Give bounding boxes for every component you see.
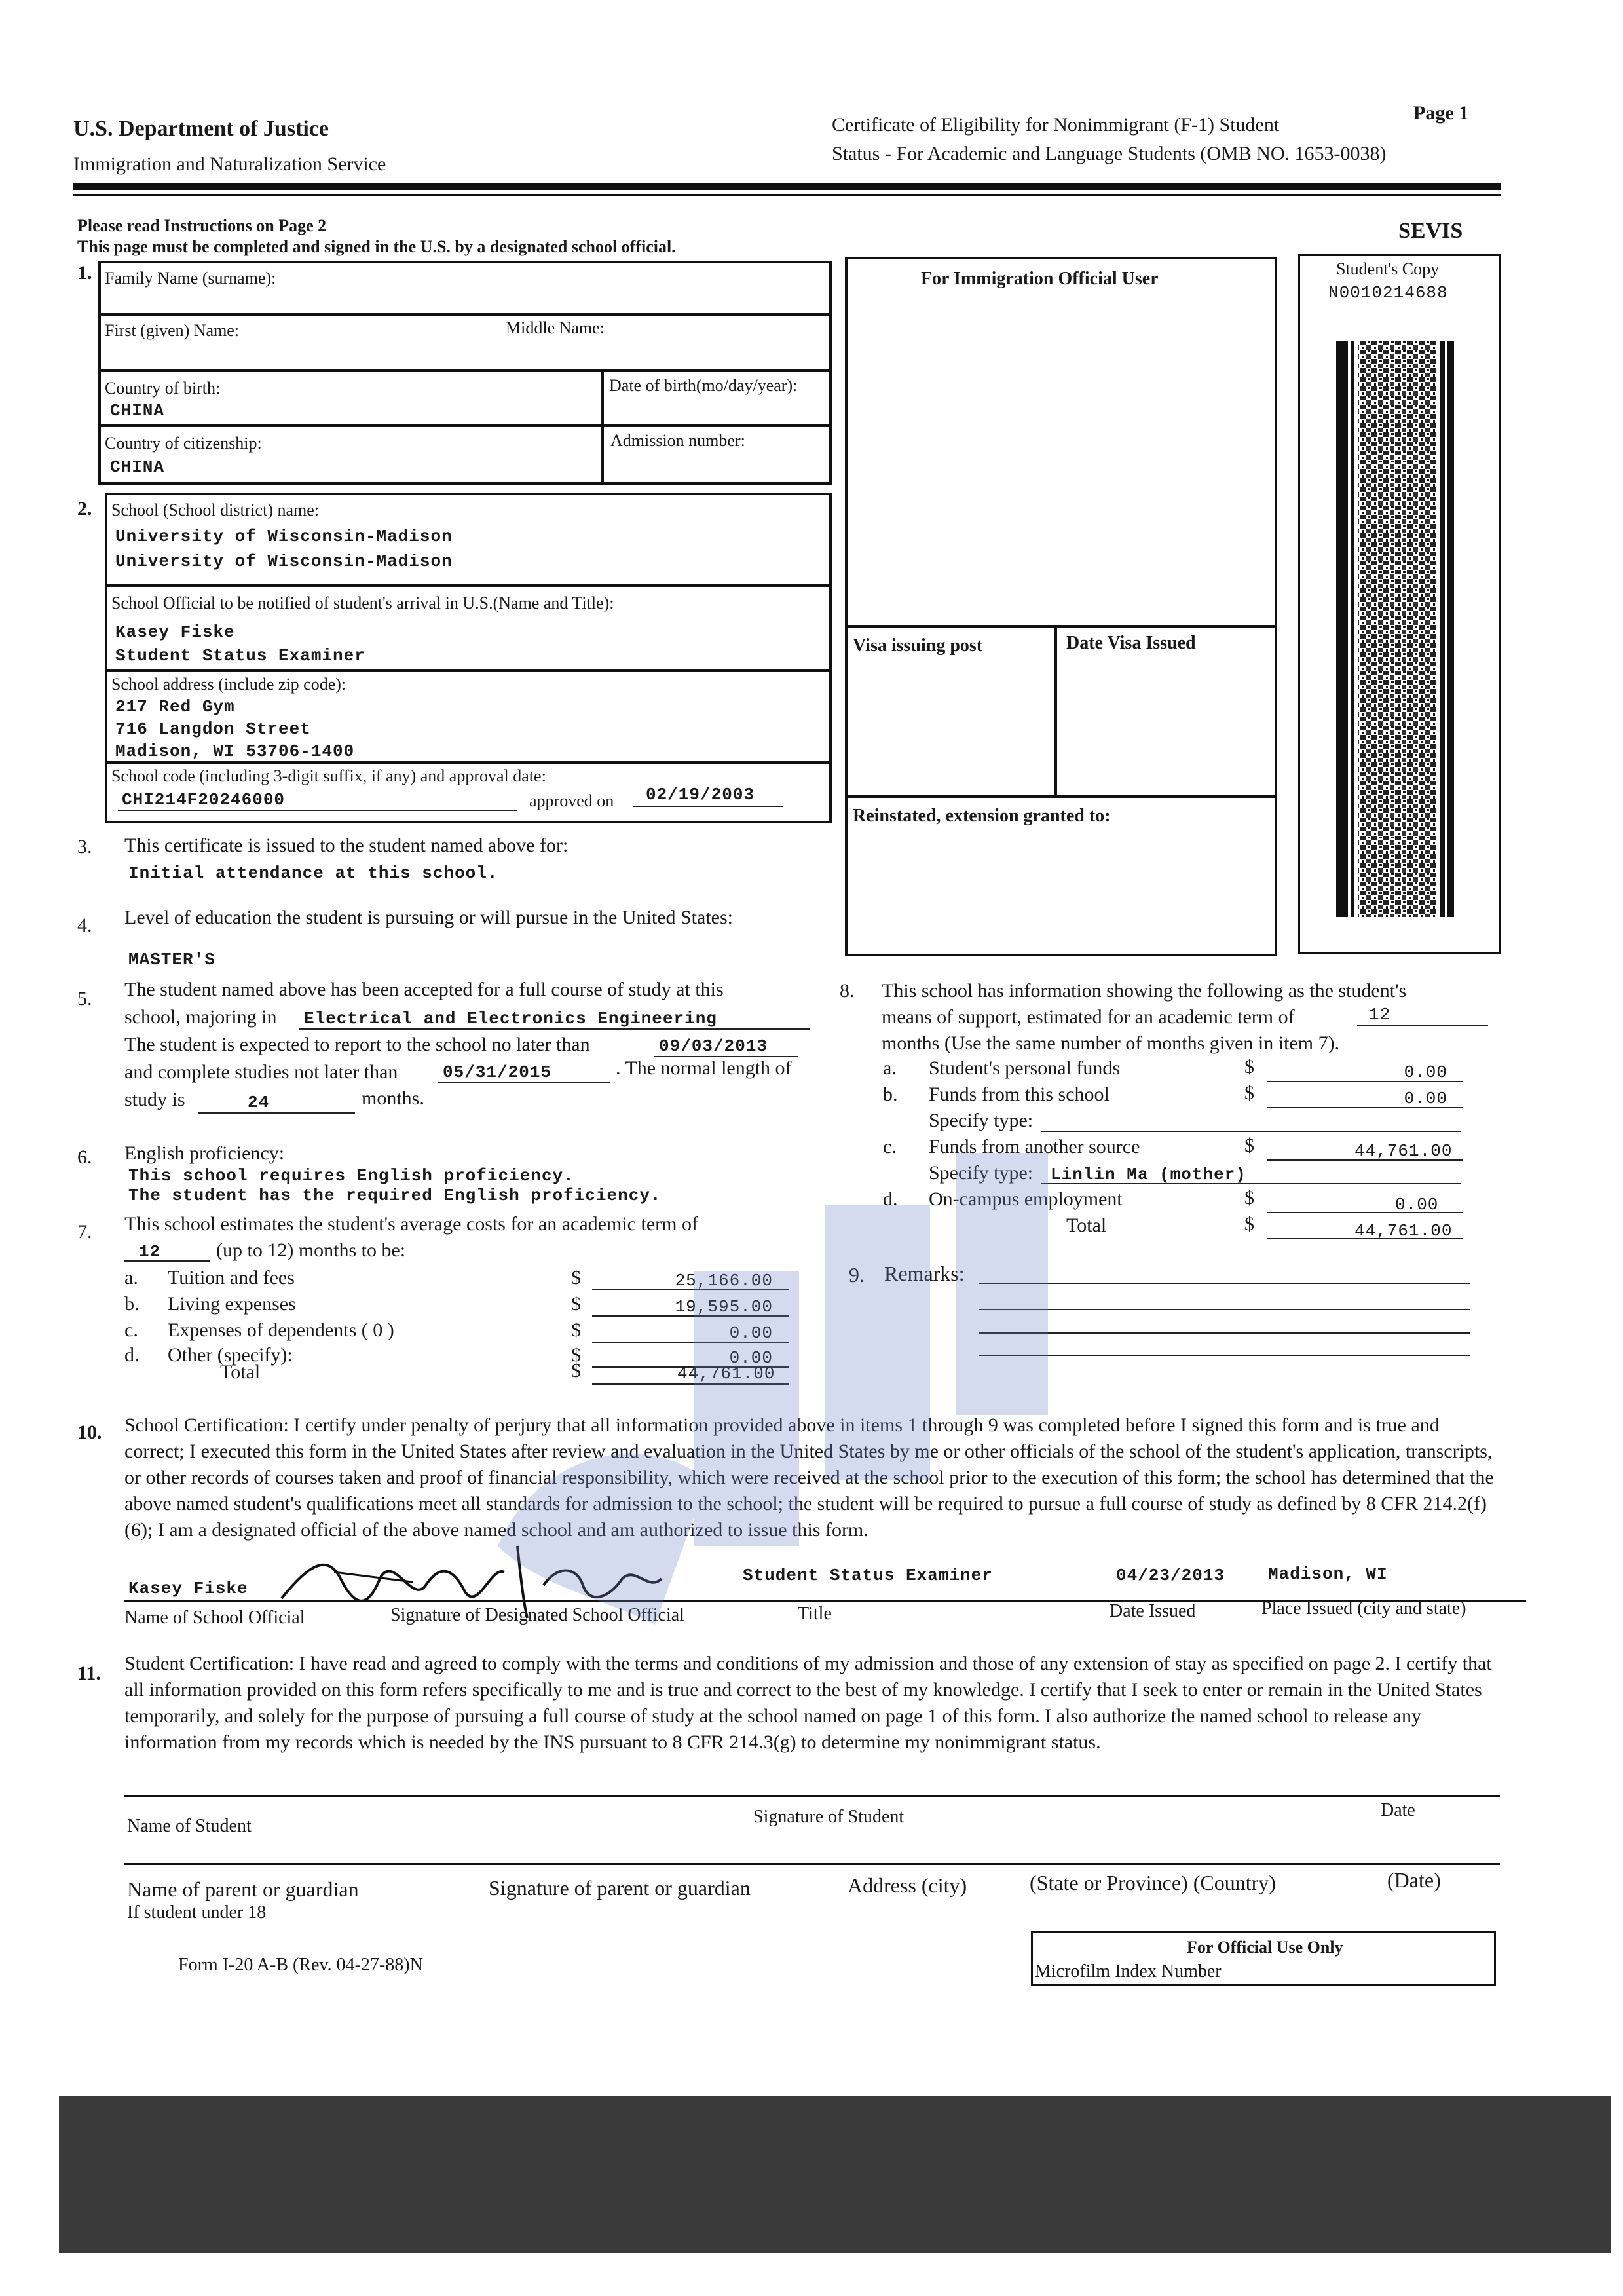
student-certification-text: Student Certification: I have read and agreed to comply with the terms and conditions of my admission and those of any extension of stay as specified on page 2. I certify that all information provided on this form refers specifically to me and is true and correct to the best of my knowledge. I certify that I seek to enter or remain in the United States temporarily, and solely for the purpose of pursuing a full course of study at the school named on page 1 of this form. I also authorize the named school to release any information from my records which is needed by the INS pursuant to 8 CFR 214.3(g) to determine my nonimmigrant status. — [124, 1653, 1492, 1753]
address-line1: 217 Red Gym — [115, 697, 235, 717]
underline — [299, 1028, 810, 1030]
divider — [105, 669, 832, 672]
item7-line2: (up to 12) months to be: — [216, 1239, 406, 1261]
student-copy-label: Student's Copy — [1336, 259, 1440, 278]
label-address-city: Address (city) — [848, 1873, 967, 1897]
item9-number: 9. — [849, 1263, 865, 1287]
immigration-title: For Immigration Official User — [921, 269, 1159, 289]
underline — [979, 1355, 1470, 1356]
label-state-country: (State or Province) (Country) — [1030, 1871, 1276, 1894]
item5-line4: and complete studies not later than — [124, 1061, 398, 1083]
support-row-amount: 0.00 — [1404, 1063, 1447, 1082]
dollar-sign: $ — [571, 1267, 581, 1289]
item11-number: 11. — [77, 1663, 101, 1684]
dollar-sign: $ — [1244, 1135, 1254, 1156]
cost-row-letter: a. — [124, 1267, 138, 1289]
label-student-name: Name of Student — [127, 1816, 252, 1836]
remarks-label: Remarks: — [884, 1262, 965, 1285]
item10-number: 10. — [77, 1421, 102, 1443]
cost-row-letter: c. — [124, 1319, 138, 1341]
divider — [98, 424, 832, 427]
complete-date: 05/31/2015 — [443, 1063, 552, 1082]
underline — [1041, 1131, 1461, 1132]
item5-line3: The student is expected to report to the school no later than — [124, 1034, 590, 1055]
label-parent-date: (Date) — [1387, 1868, 1441, 1892]
dollar-sign: $ — [571, 1319, 581, 1341]
label-name-official: Name of School Official — [124, 1608, 305, 1628]
english-line1: This school requires English proficiency. — [128, 1166, 574, 1186]
approved-label: approved on — [529, 791, 614, 810]
item6-number: 6. — [77, 1146, 92, 1168]
cost-row-letter: b. — [124, 1293, 140, 1315]
instructions-line1: Please read Instructions on Page 2 — [77, 216, 327, 235]
official-label: School Official to be notified of student's arrival in U.S.(Name and Title): — [111, 593, 614, 612]
official-name: Kasey Fiske — [115, 622, 235, 642]
item8-c-amount: 44,761.00 — [1354, 1141, 1453, 1161]
item3-text: This certificate is issued to the student named above for: — [124, 835, 569, 856]
underline — [118, 810, 517, 811]
cert-title-line1: Certificate of Eligibility for Nonimmigrant (F-1) Student — [832, 114, 1280, 136]
cert-title-line2: Status - For Academic and Language Students (OMB NO. 1653-0038) — [832, 143, 1387, 164]
item8-total-label: Total — [1066, 1214, 1107, 1236]
school-code: CHI214F20246000 — [122, 790, 286, 810]
date-issued-value: 04/23/2013 — [1116, 1566, 1225, 1585]
underline — [1267, 1107, 1463, 1108]
dollar-sign: $ — [1244, 1056, 1254, 1078]
cost-row-amount: 19,595.00 — [675, 1297, 773, 1317]
item5-line2: school, majoring in — [124, 1006, 277, 1028]
support-row-letter: a. — [883, 1057, 897, 1079]
underline — [979, 1332, 1470, 1334]
admission-label: Admission number: — [610, 431, 745, 450]
service-name: Immigration and Naturalization Service — [73, 153, 386, 175]
item8-d-letter: d. — [883, 1188, 898, 1210]
underline — [592, 1383, 789, 1385]
cost-row-amount: 25,166.00 — [675, 1271, 773, 1290]
header-rule-thin — [73, 194, 1501, 196]
divider — [845, 625, 1277, 628]
official-use-label: For Official Use Only — [1187, 1938, 1343, 1957]
item4-value: MASTER'S — [128, 950, 215, 969]
item5-line1: The student named above has been accepted for a full course of study at this — [124, 979, 724, 1000]
school-code-label: School code (including 3-digit suffix, if any) and approval date: — [111, 766, 546, 785]
english-line2: The student has the required English proficiency. — [128, 1186, 662, 1205]
dollar-sign: $ — [571, 1360, 581, 1382]
major-value: Electrical and Electronics Engineering — [304, 1009, 717, 1028]
underline — [979, 1283, 1470, 1284]
support-row-letter: b. — [883, 1083, 898, 1105]
visa-post-label: Visa issuing post — [853, 635, 983, 656]
divider — [845, 795, 1277, 798]
sevis-label: SEVIS — [1398, 219, 1463, 243]
underline — [592, 1315, 789, 1317]
item8-c-letter: c. — [883, 1136, 897, 1157]
place-issued-value: Madison, WI — [1268, 1564, 1388, 1584]
label-student-date: Date — [1381, 1800, 1415, 1820]
item8-total: 44,761.00 — [1354, 1221, 1453, 1241]
label-place-issued: Place Issued (city and state) — [1261, 1598, 1466, 1619]
dollar-sign: $ — [571, 1293, 581, 1315]
underline — [1267, 1212, 1463, 1213]
underline — [592, 1289, 789, 1290]
underline — [1267, 1081, 1463, 1082]
specify-type-1: Specify type: — [929, 1110, 1034, 1131]
cost-row-label: Living expenses — [168, 1293, 296, 1315]
instructions-line2: This page must be completed and signed in the U.S. by a designated school official. — [77, 237, 676, 256]
label-title: Title — [798, 1604, 832, 1624]
divider — [601, 369, 604, 485]
item1-number: 1. — [77, 262, 92, 284]
middle-name-label: Middle Name: — [506, 318, 605, 337]
underline — [1357, 1025, 1488, 1026]
item8-c-label: Funds from another source — [929, 1136, 1140, 1157]
underline — [1041, 1183, 1461, 1184]
item8-number: 8. — [840, 980, 855, 1002]
country-birth-label: Country of birth: — [105, 379, 221, 398]
school-certification-text: School Certification: I certify under penalty of perjury that all information provided above in items 1 through 9 was completed before I signed this form and is true and correct; I executed this form in the United States after review and evaluation in the United States by me or other officials of the school of the student's application, transcripts, or other records of courses taken and proof of financial responsibility, which were received at the school prior to the execution of this form; the school has determined that the above named student's qualifications meet all standards for admission to the school; the student will be required to pursue a full course of study as defined by 8 CFR 214.2(f)(6); I am a designated official of the above named school and am authorized to issue this form. — [124, 1414, 1494, 1541]
support-row-label: Funds from this school — [929, 1083, 1110, 1105]
address-label: School address (include zip code): — [111, 675, 346, 694]
scan-shadow-band — [59, 2096, 1611, 2253]
underline — [592, 1342, 789, 1343]
underline — [198, 1112, 355, 1114]
item4-text: Level of education the student is pursuing or will pursue in the United States: — [124, 907, 733, 928]
cost-row-letter: d. — [124, 1344, 140, 1366]
divider — [1054, 625, 1057, 797]
item8-line2: means of support, estimated for an academic term of — [882, 1006, 1295, 1028]
approved-date: 02/19/2003 — [646, 785, 755, 804]
underline — [438, 1082, 610, 1083]
report-date: 09/03/2013 — [659, 1036, 768, 1056]
item5-number: 5. — [77, 988, 92, 1009]
label-parent-sub: If student under 18 — [127, 1902, 267, 1923]
cost-row-amount: 0.00 — [729, 1323, 773, 1343]
underline — [1267, 1159, 1463, 1161]
family-name-label: Family Name (surname): — [105, 269, 276, 288]
cost-row-label: Tuition and fees — [168, 1267, 295, 1289]
support-row-amount: 0.00 — [1404, 1089, 1447, 1108]
divider — [105, 584, 832, 587]
school-label: School (School district) name: — [111, 500, 320, 519]
country-citizenship-label: Country of citizenship: — [105, 434, 262, 453]
item8-line3: months (Use the same number of months given in item 7). — [882, 1032, 1340, 1054]
study-length: 24 — [248, 1093, 270, 1112]
item8-d-amount: 0.00 — [1395, 1195, 1439, 1214]
country-birth-value: CHINA — [110, 401, 165, 421]
sig-official-title: Student Status Examiner — [743, 1566, 993, 1585]
divider — [98, 313, 832, 316]
underline — [124, 1260, 210, 1262]
school-name-2: University of Wisconsin-Madison — [115, 552, 453, 571]
dollar-sign: $ — [1244, 1082, 1254, 1104]
support-row-label: Student's personal funds — [929, 1057, 1121, 1079]
item7-months: 12 — [139, 1242, 161, 1262]
divider — [124, 1795, 1500, 1797]
form-number: Form I-20 A-B (Rev. 04-27-88)N — [178, 1955, 423, 1975]
item5-line4-post: . The normal length of — [616, 1057, 792, 1079]
item7-line1: This school estimates the student's average costs for an academic term of — [124, 1213, 698, 1235]
divider — [105, 761, 832, 764]
page-number: Page 1 — [1413, 102, 1469, 124]
official-title: Student Status Examiner — [115, 646, 365, 666]
item8-months: 12 — [1369, 1005, 1391, 1025]
dollar-sign: $ — [1244, 1187, 1254, 1209]
label-parent-signature: Signature of parent or guardian — [489, 1876, 751, 1900]
address-line3: Madison, WI 53706-1400 — [115, 742, 355, 761]
specify-type-2-value: Linlin Ma (mother) — [1051, 1165, 1246, 1184]
divider — [124, 1863, 1500, 1865]
underline — [1267, 1238, 1463, 1239]
item8-line1: This school has information showing the following as the student's — [882, 980, 1407, 1002]
item7-total-label: Total — [220, 1361, 261, 1383]
item5-line5-post: months. — [362, 1087, 424, 1109]
item7-total: 44,761.00 — [677, 1364, 775, 1383]
item8-d-label: On-campus employment — [929, 1188, 1123, 1210]
header-rule — [73, 183, 1501, 190]
reinstated-label: Reinstated, extension granted to: — [853, 806, 1111, 826]
item4-number: 4. — [77, 914, 92, 936]
pdf417-barcode — [1336, 341, 1454, 917]
item3-value: Initial attendance at this school. — [128, 863, 498, 883]
dollar-sign: $ — [571, 1344, 581, 1366]
cost-row-label: Other (specify): — [168, 1344, 293, 1366]
microfilm-label: Microfilm Index Number — [1035, 1961, 1222, 1982]
item7-number: 7. — [77, 1221, 92, 1243]
cost-row-label: Expenses of dependents ( 0 ) — [168, 1319, 394, 1341]
dollar-sign: $ — [1244, 1213, 1254, 1235]
underline — [633, 806, 783, 807]
cost-row-amount: 0.00 — [729, 1348, 773, 1368]
item5-line5: study is — [124, 1089, 185, 1110]
item6-label: English proficiency: — [124, 1142, 285, 1164]
underline — [979, 1309, 1470, 1310]
label-parent-name: Name of parent or guardian — [127, 1877, 359, 1901]
label-student-signature: Signature of Student — [753, 1807, 905, 1827]
label-date-issued: Date Issued — [1110, 1601, 1196, 1621]
divider — [98, 369, 832, 372]
item2-number: 2. — [77, 498, 92, 519]
sevis-number: N0010214688 — [1328, 283, 1448, 303]
item3-number: 3. — [77, 836, 92, 857]
first-name-label: First (given) Name: — [105, 321, 240, 340]
label-signature-official: Signature of Designated School Official — [390, 1605, 684, 1625]
address-line2: 716 Langdon Street — [115, 719, 311, 739]
immigration-box — [845, 257, 1277, 956]
specify-type-2: Specify type: — [929, 1162, 1034, 1184]
country-citizenship-value: CHINA — [110, 457, 165, 477]
school-name-1: University of Wisconsin-Madison — [115, 527, 453, 546]
dob-label: Date of birth(mo/day/year): — [609, 376, 798, 395]
dept-title: U.S. Department of Justice — [73, 117, 329, 141]
sig-official-name: Kasey Fiske — [128, 1579, 248, 1598]
date-visa-label: Date Visa Issued — [1066, 633, 1196, 653]
